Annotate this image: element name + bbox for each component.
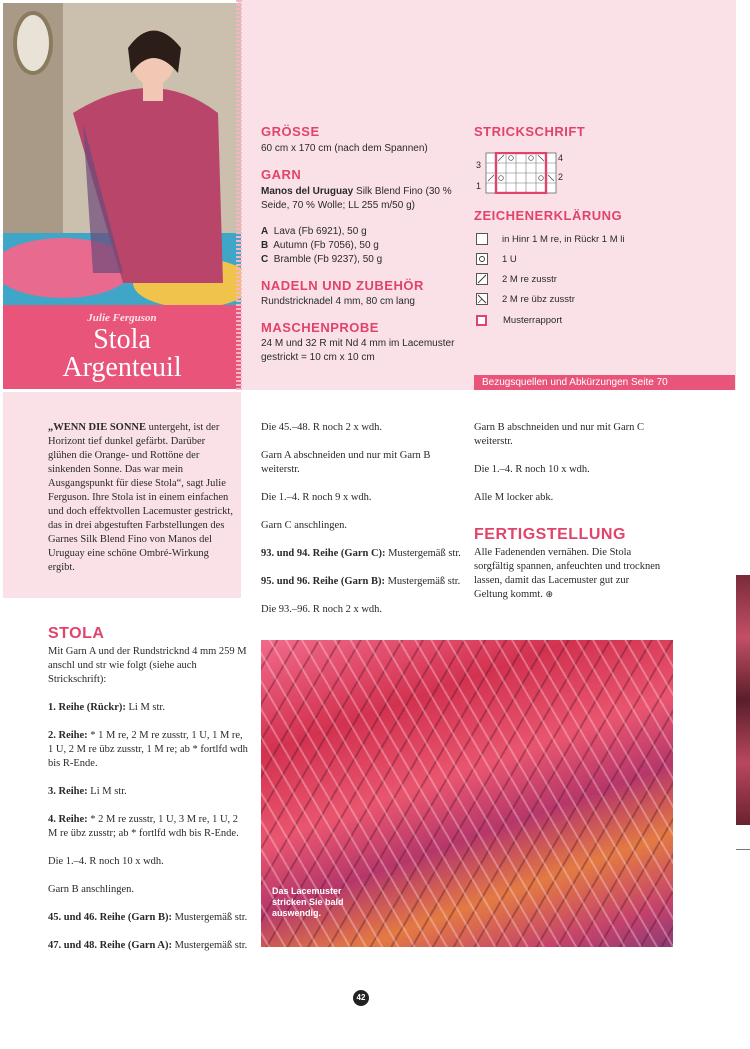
stola-instructions bbox=[48, 645, 248, 953]
garn-color-item: C Bramble (Fb 9237), 50 g bbox=[261, 254, 383, 265]
garn-text bbox=[261, 185, 471, 213]
maschenprobe-heading: MASCHENPROBE bbox=[261, 320, 379, 335]
instruction-paragraph: Garn A abschneiden und nur mit Garn B weiterstr. bbox=[261, 450, 431, 475]
fertig-heading: FERTIGSTELLUNG bbox=[474, 526, 626, 543]
instruction-paragraph: 45. und 46. Reihe (Garn B): Mustergemäß str. bbox=[48, 912, 248, 923]
legend-item-knit: in Hinr 1 M re, in Rückr 1 M li bbox=[476, 232, 624, 246]
designer-name: Julie Ferguson bbox=[87, 312, 157, 324]
fertig-text: Alle Fadenenden vernähen. Die Stola sorgfältig spannen, anfeuchten und trocknen lassen, damit das Lacemuster gut zur Geltung kommt. ⊕ bbox=[474, 547, 661, 600]
instruction-paragraph: 1. Reihe (Rückr): Li M str. bbox=[48, 702, 165, 713]
groesse-text: 60 cm x 170 cm (nach dem Spannen) bbox=[261, 143, 428, 154]
legend-item-yarnover: 1 U bbox=[476, 252, 517, 266]
model-photo-illustration bbox=[3, 3, 241, 305]
k2tog-icon bbox=[476, 273, 488, 285]
chart-row-label: 4 bbox=[558, 153, 564, 163]
instruction-paragraph: Garn C anschlingen. bbox=[261, 520, 348, 531]
maschenprobe-text: 24 M und 32 R mit Nd 4 mm im Lacemuster gestrickt = 10 cm x 10 cm bbox=[261, 338, 455, 363]
lace-closeup-photo bbox=[261, 640, 673, 947]
legend-item-k2tog: 2 M re zusstr bbox=[476, 272, 557, 286]
instruction-paragraph: Die 93.–96. R noch 2 x wdh. bbox=[261, 604, 383, 615]
title-banner bbox=[3, 305, 241, 389]
garn-color-item: A Lava (Fb 6921), 50 g bbox=[261, 226, 367, 237]
nadeln-text: Rundstricknadel 4 mm, 80 cm lang bbox=[261, 296, 415, 307]
photo-caption: Das Lacemuster stricken Sie bald auswendig. bbox=[272, 886, 344, 918]
instruction-paragraph: Die 45.–48. R noch 2 x wdh. bbox=[261, 422, 383, 433]
instruction-paragraph: Die 1.–4. R noch 10 x wdh. bbox=[474, 464, 590, 475]
column-2 bbox=[261, 421, 461, 617]
instruction-paragraph: Die 1.–4. R noch 10 x wdh. bbox=[48, 856, 164, 867]
bezugsquellen-bar bbox=[474, 375, 735, 390]
ssk-icon bbox=[476, 293, 488, 305]
garn-brand: Manos del Uruguay bbox=[261, 186, 354, 197]
empty-square-icon bbox=[476, 233, 488, 245]
instruction-paragraph: Garn B anschlingen. bbox=[48, 884, 135, 895]
instruction-paragraph: Mit Garn A und der Rundstricknd 4 mm 259 M anschl und str wie folgt (siehe auch Strickschrift): bbox=[48, 646, 247, 685]
title-line-2: Argenteuil bbox=[62, 352, 182, 383]
instruction-paragraph: 3. Reihe: Li M str. bbox=[48, 786, 127, 797]
edge-divider bbox=[736, 849, 750, 850]
bezugsquellen-text: Bezugsquellen und Abkürzungen Seite 70 bbox=[482, 377, 668, 388]
groesse-heading: GRÖSSE bbox=[261, 124, 320, 139]
binding-stitch-decoration bbox=[236, 0, 242, 390]
instruction-paragraph: Die 1.–4. R noch 9 x wdh. bbox=[261, 492, 372, 503]
instruction-paragraph: 2. Reihe: * 1 M re, 2 M re zusstr, 1 U, 1 M re, 1 U, 2 M re übz zusstr, 1 M re; ab * fortlfd wdh bis R-Ende. bbox=[48, 730, 248, 769]
zeichen-heading: ZEICHENERKLÄRUNG bbox=[474, 208, 623, 223]
garn-color-item: B Autumn (Fb 7056), 50 g bbox=[261, 240, 379, 251]
garn-description: Silk Blend Fino (30 % Seide, 70 % Wolle; LL 255 m/50 g) bbox=[261, 186, 452, 211]
intro-lead: „WENN DIE SONNE bbox=[48, 422, 147, 433]
model-photo bbox=[3, 3, 241, 305]
page-number: 42 bbox=[353, 990, 369, 1006]
instruction-paragraph: 4. Reihe: * 2 M re zusstr, 1 U, 3 M re, 1 U, 2 M re übz zusstr; ab * fortlfd wdh bis R-Ende. bbox=[48, 814, 239, 839]
strickschrift-heading: STRICKSCHRIFT bbox=[474, 124, 586, 139]
instruction-paragraph: 93. und 94. Reihe (Garn C): Mustergemäß str. bbox=[261, 548, 461, 559]
column-3 bbox=[474, 421, 664, 505]
instruction-paragraph: Alle M locker abk. bbox=[474, 492, 554, 503]
legend-item-repeat: Musterrapport bbox=[476, 313, 562, 327]
instruction-paragraph: 47. und 48. Reihe (Garn A): Mustergemäß str. bbox=[48, 940, 248, 951]
knitting-chart bbox=[472, 148, 572, 196]
nadeln-heading: NADELN UND ZUBEHÖR bbox=[261, 278, 424, 293]
chart-grid bbox=[485, 152, 559, 194]
intro-text bbox=[48, 421, 233, 575]
legend-item-ssk: 2 M re übz zusstr bbox=[476, 292, 575, 306]
garn-color-list bbox=[261, 225, 471, 267]
repeat-frame-icon bbox=[476, 315, 487, 326]
instruction-paragraph: 95. und 96. Reihe (Garn B): Mustergemäß str. bbox=[261, 576, 461, 587]
instruction-paragraph: Garn B abschneiden und nur mit Garn C weiterstr. bbox=[474, 422, 645, 447]
stola-heading: STOLA bbox=[48, 625, 105, 642]
garn-heading: GARN bbox=[261, 167, 302, 182]
yarn-over-icon bbox=[476, 253, 488, 265]
chart-row-label: 2 bbox=[558, 172, 564, 182]
intro-body: untergeht, ist der Horizont tief dunkel gefärbt. Darüber glühen die Orange- und Rottöne der sinkenden Sonne. Das war mein Ausgangspunkt für diese Stola“, sagt Julie Ferguson. Ihre Stola ist in einem einfachen und doch effektvollen Lacemuster gestrickt, das in drei abgestuften Farbstellungen des Garnes Silk Blend Fino von Manos del Uruguay eine schöne Ombré-Wirkung ergibt. bbox=[48, 422, 233, 573]
chart-row-label: 1 bbox=[476, 181, 482, 191]
edge-photo-strip bbox=[736, 575, 750, 825]
title-line-1: Stola bbox=[93, 324, 151, 355]
end-mark-icon: ⊕ bbox=[545, 590, 554, 600]
chart-row-label: 3 bbox=[476, 160, 482, 170]
